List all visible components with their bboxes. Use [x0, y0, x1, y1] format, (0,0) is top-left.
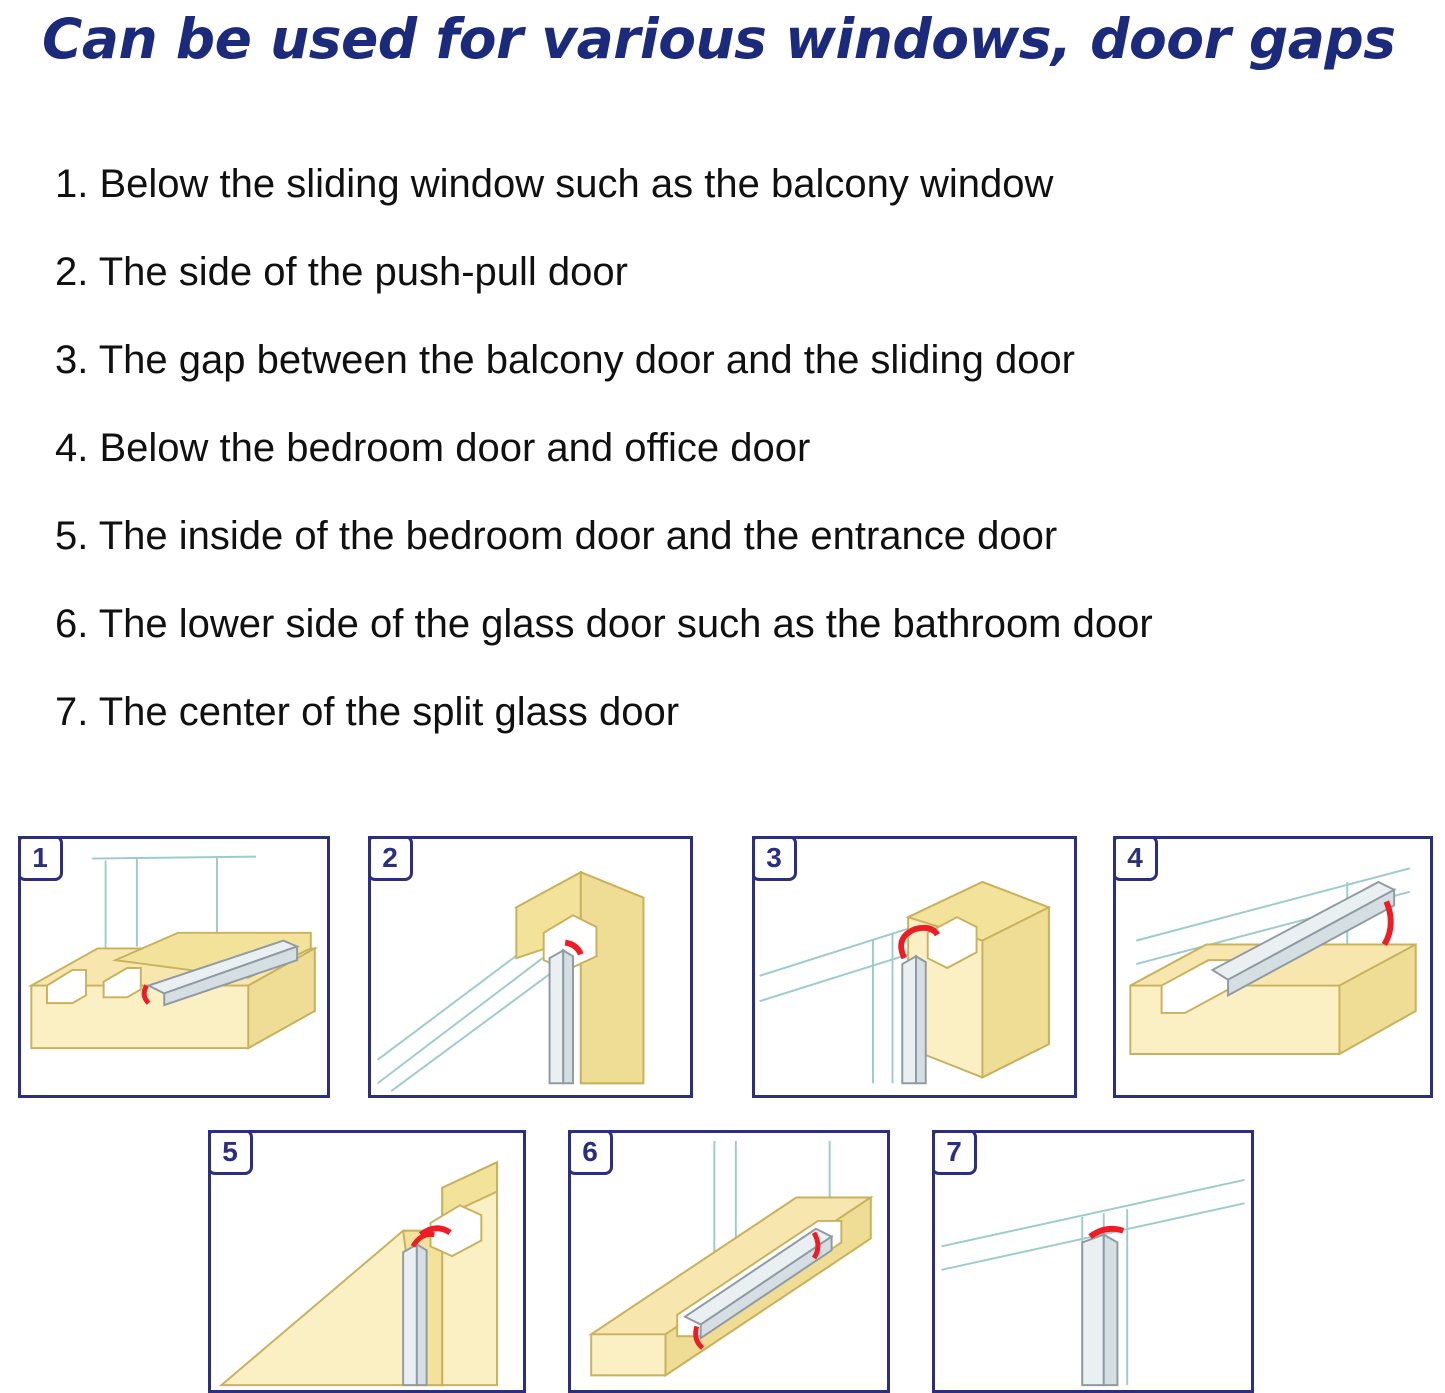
- figure-7-split-glass-door: [932, 1130, 1254, 1393]
- list-item: 1. Below the sliding window such as the balcony window: [55, 162, 1054, 206]
- figure-4-door-bottom: [1113, 836, 1433, 1098]
- list-item: 3. The gap between the balcony door and the sliding door: [55, 338, 1075, 382]
- figure-badge: 2: [368, 836, 413, 881]
- figure-badge: 5: [208, 1130, 253, 1175]
- figure-1-sliding-window: [18, 836, 330, 1098]
- usage-list: [55, 140, 1395, 756]
- figure-6-illustration: [571, 1133, 887, 1390]
- figure-badge: 4: [1113, 836, 1158, 881]
- list-item: 2. The side of the push-pull door: [55, 250, 628, 294]
- figure-badge: 3: [752, 836, 797, 881]
- figure-3-illustration: [755, 839, 1074, 1095]
- figure-badge: 7: [932, 1130, 977, 1175]
- figure-6-glass-door-bottom: [568, 1130, 890, 1393]
- list-item: 5. The inside of the bedroom door and the entrance door: [55, 514, 1058, 558]
- figure-5-entrance-door-inside: [208, 1130, 526, 1393]
- list-item: 6. The lower side of the glass door such as the bathroom door: [55, 602, 1153, 646]
- list-item: 4. Below the bedroom door and office door: [55, 426, 811, 470]
- figure-4-illustration: [1116, 839, 1430, 1095]
- figure-badge: 6: [568, 1130, 613, 1175]
- figure-3-balcony-sliding-gap: [752, 836, 1077, 1098]
- page-title: Can be used for various windows, door gaps: [42, 7, 1396, 71]
- figure-badge: 1: [18, 836, 63, 881]
- figure-7-illustration: [935, 1133, 1251, 1390]
- figure-1-illustration: [21, 839, 327, 1095]
- figure-2-push-pull-door: [368, 836, 693, 1098]
- figure-5-illustration: [211, 1133, 523, 1390]
- figure-2-illustration: [371, 839, 690, 1095]
- figure-grid: [0, 818, 1445, 1393]
- list-item: 7. The center of the split glass door: [55, 690, 680, 734]
